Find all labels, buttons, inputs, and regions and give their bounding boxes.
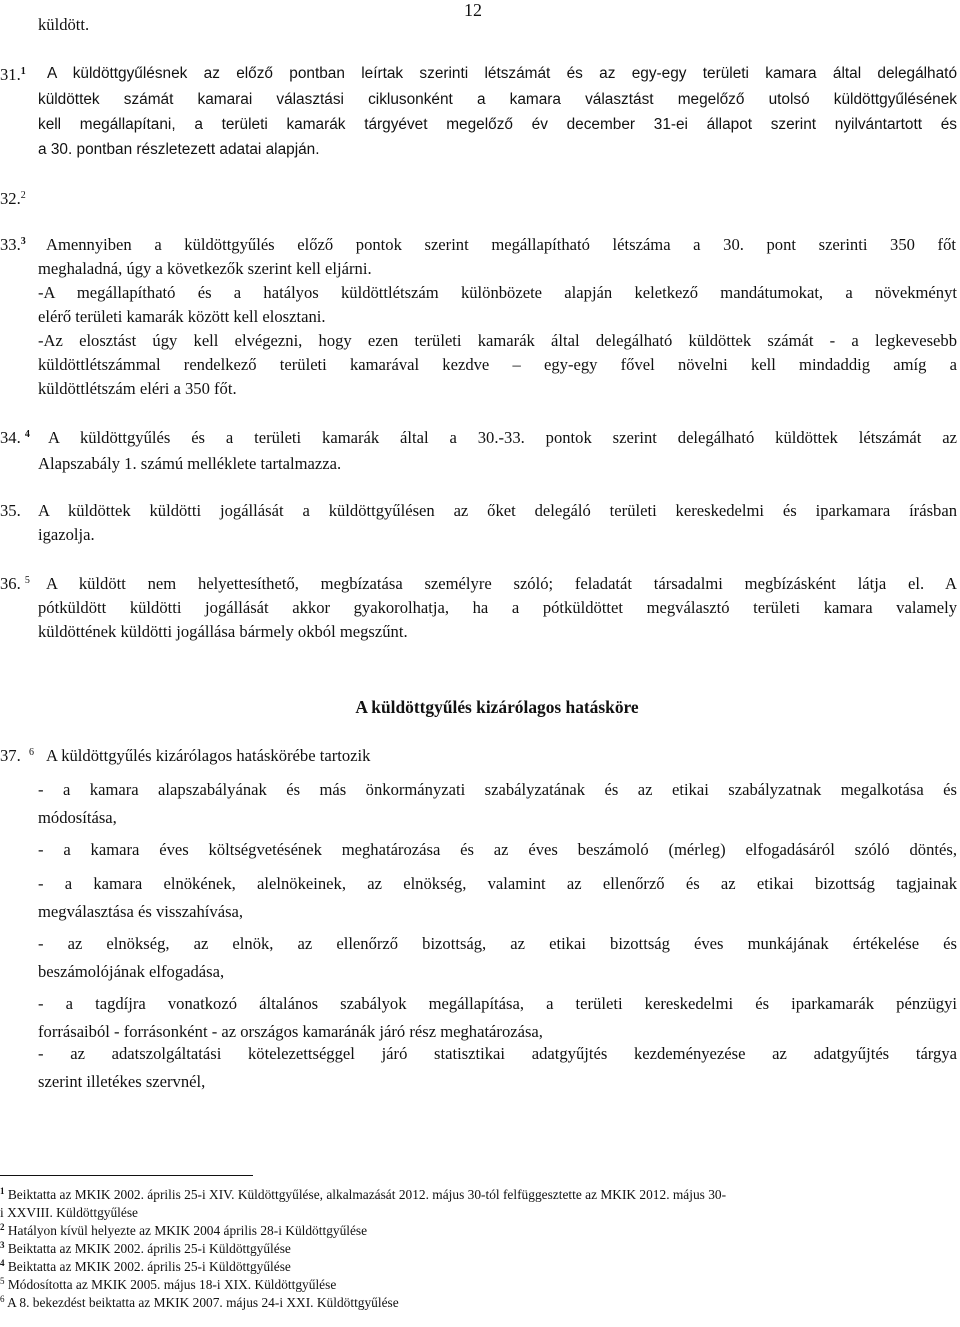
point-37-item-6: - az adatszolgáltatási kötelezettséggel járó statisztikai adatgyűjtés kezdeményezése az adatgyűjtés tárgya szerint illetékes szervnél, [38,1044,957,1091]
top-fragment-text: küldött. [38,15,90,34]
footnote-separator [0,1175,253,1176]
point-37-item-1: - a kamara alapszabályának és más önkormányzati szabályzatának és az etikai szabályzatnak megalkotása és módosítása, [38,780,957,827]
point-34-number: 34. $^4$ [0,428,30,447]
footnote-2: $^2$ Hatályon kívül helyezte az MKIK 2004 április 28-i Küldöttgyűlése [0,1222,368,1238]
point-37-intro: A küldöttgyűlés kizárólagos hatáskörébe tartozik [46,746,371,765]
point-33-body: meghaladná, úgy a következők szerint kell eljárni. -A megállapítható és a hatályos küldöttlétszám különbözete alapján keletkező mandátumokat, a növekményt elérő területi kamarák között kell elosztani. -Az elosztást úgy kell elvégezni, hogy ezen területi kamarák által delegálható küldöttek számát - a legkevesebb küldöttlétszámmal rendelkező területi kamarával kezdve – egy-egy fővel növelni kell mindaddig amíg a küldöttlétszám eléri a 350 főt. [38,259,957,398]
point-33-text: Amennyiben a küldöttgyűlés előző pontok szerint megállapítható létszáma a 30. pont szerinti 350 főt [46,235,956,254]
point-37-number: 37. $^6$ [0,746,35,765]
point-36-continuation: pótküldött küldötti jogállását akkor gyakorolhatja, ha a pótküldöttet megválasztó területi kamara valamely küldöttének küldötti jogállása bármely okból megszűnt. [38,598,957,641]
point-31-number: 31.$^1$ [0,65,26,84]
point-31-continuation: küldöttek számát kamarai választási ciklusonként a kamara választást megelőző utolsó küldöttgyűlésének kell megállapítani, a területi kamarák tárgyévet megelőző év december 31-ei állapot szerint nyilvántartott és a 30. pontban részletezett adatai alapján. [38,91,957,158]
point-37-item-3: - a kamara elnökének, alelnökeinek, az elnökség, valamint az ellenőrző és az etikai bizottság tagjainak megválasztása és visszahívása, [38,874,957,921]
footnote-1-continuation: i XXVIII. Küldöttgyűlése [0,1205,138,1220]
footnote-5: $^5$ Módosította az MKIK 2005. május 18-i XIX. Küldöttgyűlése [0,1276,337,1292]
point-31-text: A küldöttgyűlésnek az előző pontban leírtak szerinti létszámát és az egy-egy területi kamara által delegálható [47,65,957,82]
point-37-item-2: - a kamara éves költségvetésének meghatározása és az éves beszámoló (mérleg) elfogadásáról szóló döntés, [38,840,957,859]
point-36-number: 36. $^5$ [0,574,30,593]
page-number: 12 [464,0,482,20]
footnote-3: $^3$ Beiktatta az MKIK 2002. április 25-i Küldöttgyűlése [0,1240,291,1256]
footnote-1: $^1$ Beiktatta az MKIK 2002. április 25-i XIV. Küldöttgyűlése, alkalmazását 2012. május 30-tól felfüggesztette az MKIK 2012. május 30- [0,1186,727,1202]
point-36-text: A küldött nem helyettesíthető, megbízatása személyre szóló; feladatát társadalmi megbízásként látja el. A [46,574,957,593]
point-32-number: 32.$^2$ [0,189,26,208]
section-heading: A küldöttgyűlés kizárólagos hatásköre [355,697,639,717]
point-34-text: A küldöttgyűlés és a területi kamarák által a 30.-33. pontok szerint delegálható küldöttek létszámát az [48,428,957,447]
footnotes [0,1186,957,1312]
point-37-item-4: - az elnökség, az elnök, az ellenőrző bizottság, az etikai bizottság éves munkájának értékelése és beszámolójának elfogadása, [38,934,957,981]
point-35-number: 35. [0,501,21,520]
point-37-item-5: - a tagdíjra vonatkozó általános szabályok megállapítása, a területi kereskedelmi és iparkamarák pénzügyi forrásaiból - forrásonként - az országos kamaránák járó rész meghatározása, [38,994,957,1041]
footnote-6: $^6$ A 8. bekezdést beiktatta az MKIK 2007. május 24-i XXI. Küldöttgyűlése [0,1294,399,1310]
point-33-number: 33.$^3$ [0,235,26,254]
point-34-continuation: Alapszabály 1. számú melléklete tartalmazza. [38,454,342,473]
point-35-text: A küldöttek küldötti jogállását a küldöttgyűlésen az őket delegáló területi kereskedelmi és iparkamara írásban igazolja. [38,501,957,544]
footnote-4: $^4$ Beiktatta az MKIK 2002. április 25-i Küldöttgyűlése [0,1258,291,1274]
